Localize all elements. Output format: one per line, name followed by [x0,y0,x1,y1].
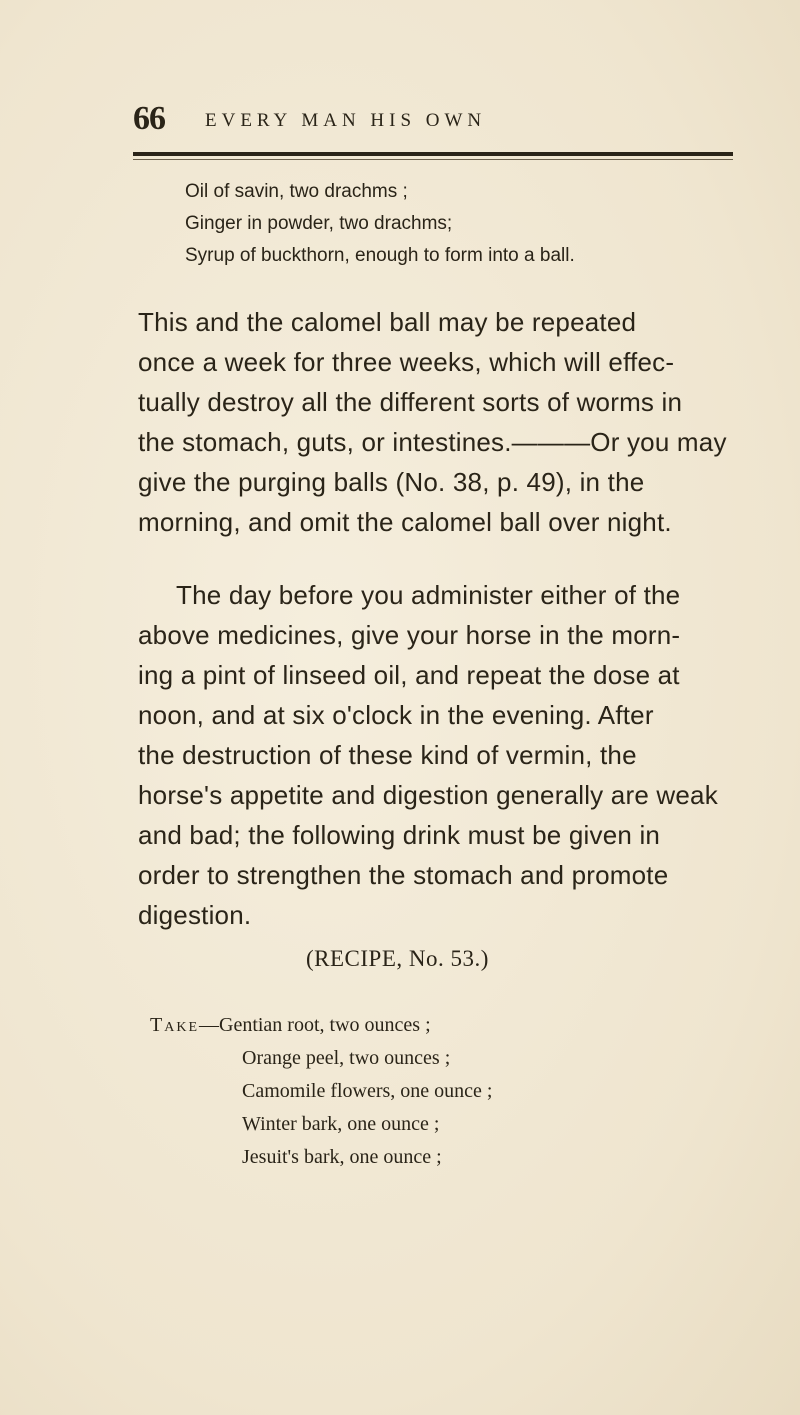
text-line: noon, and at six o'clock in the evening. After [138,700,654,730]
recipe-item: —Gentian root, two ounces ; [199,1014,431,1036]
text-line: above medicines, give your horse in the morn- [138,620,681,650]
recipe-item: Jesuit's bark, one ounce ; [242,1146,442,1168]
take-label: Take [150,1014,199,1036]
header-rule-thin [133,159,733,160]
ingredient-list [185,176,575,272]
text-line: horse's appetite and digestion generally are weak [138,780,718,810]
page-number: 66 [133,100,165,137]
recipe-item: Winter bark, one ounce ; [242,1113,440,1135]
text-line: morning, and omit the calomel ball over night. [138,507,672,537]
ingredient-line: Oil of savin, two drachms ; [185,181,408,202]
text-line: once a week for three weeks, which will effec- [138,347,675,377]
page-header [133,100,733,140]
text-line: order to strengthen the stomach and promote [138,860,669,890]
recipe-ingredient-list [150,1009,493,1174]
ingredient-line: Ginger in powder, two drachms; [185,213,453,234]
header-rule-thick [133,152,733,156]
recipe-item: Orange peel, two ounces ; [242,1047,451,1069]
running-title: EVERY MAN HIS OWN [205,110,487,131]
paragraph-repeat-dose [138,302,738,542]
text-line: This and the calomel ball may be repeated [138,307,637,337]
text-line: the stomach, guts, or intestines.———Or you may [138,427,727,457]
recipe-line-first [150,1009,493,1042]
text-line: ing a pint of linseed oil, and repeat the dose at [138,660,680,690]
paragraph-administer [138,575,738,935]
text-line: and bad; the following drink must be given in [138,820,661,850]
text-line: the destruction of these kind of vermin, the [138,740,637,770]
ingredient-line: Syrup of buckthorn, enough to form into a ball. [185,245,575,266]
recipe-title: (RECIPE, No. 53.) [306,946,489,971]
text-line: tually destroy all the different sorts of worms in [138,387,683,417]
text-line: give the purging balls (No. 38, p. 49), in the [138,467,645,497]
text-line: The day before you administer either of the [176,580,681,610]
recipe-item: Camomile flowers, one ounce ; [242,1080,493,1102]
text-line: digestion. [138,900,252,930]
